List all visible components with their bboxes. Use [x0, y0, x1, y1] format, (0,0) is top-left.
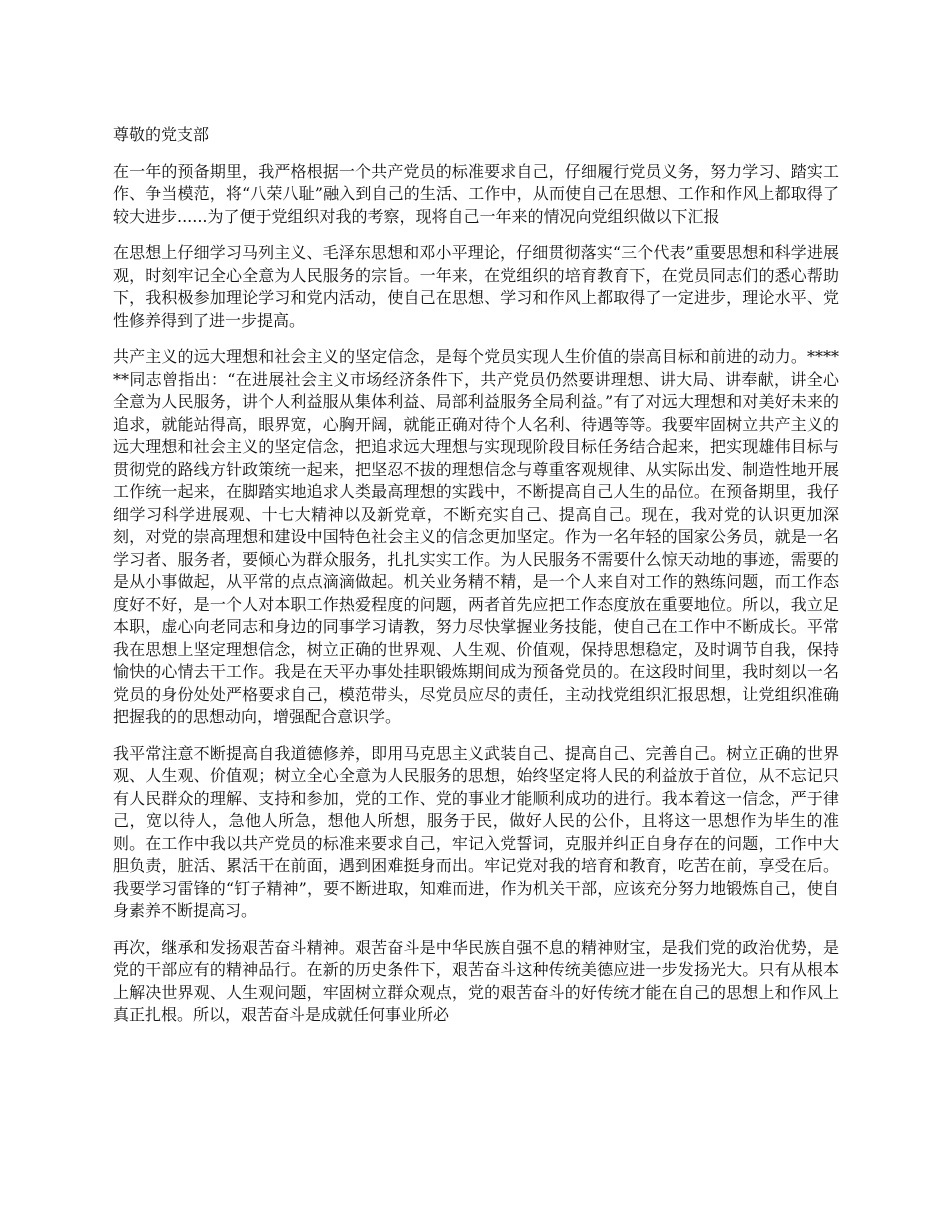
salutation: 尊敬的党支部: [113, 125, 210, 144]
paragraph-1: 在一年的预备期里，我严格根据一个共产党员的标准要求自己，仔细履行党员义务，努力学习、踏实工作、争当模范，将“八荣八耻”融入到自己的生活、工作中，从而使自己在思想、工作和作风上都取得了较大进步......为了便于党组织对我的考察，现将自己一年来的情况向党组织做以下汇报: [113, 161, 839, 226]
paragraph-5: 再次，继承和发扬艰苦奋斗精神。艰苦奋斗是中华民族自强不息的精神财宝，是我们党的政治优势，是党的干部应有的精神品行。在新的历史条件下，艰苦奋斗这种传统美德应进一步发扬光大。只有从根本上解决世界观、人生观问题，牢固树立群众观点，党的艰苦奋斗的好传统才能在自己的思想上和作风上真正扎根。所以，艰苦奋斗是成就任何事业所必: [113, 937, 839, 1024]
document-page: [113, 124, 839, 1041]
paragraph-3: 共产主义的远大理想和社会主义的坚定信念，是每个党员实现人生价值的崇高目标和前进的动力。******同志曾指出：“在进展社会主义市场经济条件下，共产党员仍然要讲理想、讲大局、讲奉献，讲全心全意为人民服务，讲个人利益服从集体利益、局部利益服务全局利益。”有了对远大理想和对美好未来的追求，就能站得高，眼界宽，心胸开阔，就能正确对待个人名利、待遇等等。我要牢固树立共产主义的远大理想和社会主义的坚定信念，把追求远大理想与实现现阶段目标任务结合起来，把实现雄伟目标与贯彻党的路线方针政策统一起来，把坚忍不拔的理想信念与尊重客观规律、从实际出发、制造性地开展工作统一起来，在脚踏实地追求人类最高理想的实践中，不断提高自己人生的品位。在预备期里，我仔细学习科学进展观、十七大精神以及新党章，不断充实自己、提高自己。现在，我对党的认识更加深刻，对党的崇高理想和建设中国特色社会主义的信念更加坚定。作为一名年轻的国家公务员，就是一名学习者、服务者，要倾心为群众服务，扎扎实实工作。为人民服务不需要什么惊天动地的事迹，需要的是从小事做起，从平常的点点滴滴做起。机关业务精不精，是一个人来自对工作的熟练问题，而工作态度好不好，是一个人对本职工作热爱程度的问题，两者首先应把工作态度放在重要地位。所以，我立足本职，虚心向老同志和身边的同事学习请教，努力尽快掌握业务技能，使自己在工作中不断成长。平常我在思想上坚定理想信念，树立正确的世界观、人生观、价值观，保持思想稳定，及时调节自我，保持愉快的心情去干工作。我是在天平办事处挂职锻炼期间成为预备党员的。在这段时间里，我时刻以一名党员的身份处处严格要求自己，模范带头，尽党员应尽的责任，主动找党组织汇报思想，让党组织准确把握我的的思想动向，增强配合意识学。: [113, 347, 839, 726]
paragraph-4: 我平常注意不断提高自我道德修养，即用马克思主义武装自己、提高自己、完善自己。树立正确的世界观、人生观、价值观；树立全心全意为人民服务的思想，始终坚定将人民的利益放于首位，从不忘记只有人民群众的理解、支持和参加，党的工作、党的事业才能顺利成功的进行。我本着这一信念，严于律己，宽以待人，急他人所急，想他人所想，服务于民，做好人民的公仆，且将这一思想作为毕生的准则。在工作中我以共产党员的标准来要求自己，牢记入党誓词，克服并纠正自身存在的问题，工作中大胆负责，脏活、累活干在前面，遇到困难挺身而出。牢记党对我的培育和教育，吃苦在前，享受在后。我要学习雷锋的“钉子精神”，要不断进取，知难而进，作为机关干部，应该充分努力地锻炼自己，使自身素养不断提高习。: [113, 743, 839, 920]
paragraph-2: 在思想上仔细学习马列主义、毛泽东思想和邓小平理论，仔细贯彻落实“三个代表”重要思想和科学进展观，时刻牢记全心全意为人民服务的宗旨。一年来，在党组织的培育教育下，在党员同志们的悉心帮助下，我积极参加理论学习和党内活动，使自己在思想、学习和作风上都取得了一定进步，理论水平、党性修养得到了进一步提高。: [113, 243, 839, 330]
